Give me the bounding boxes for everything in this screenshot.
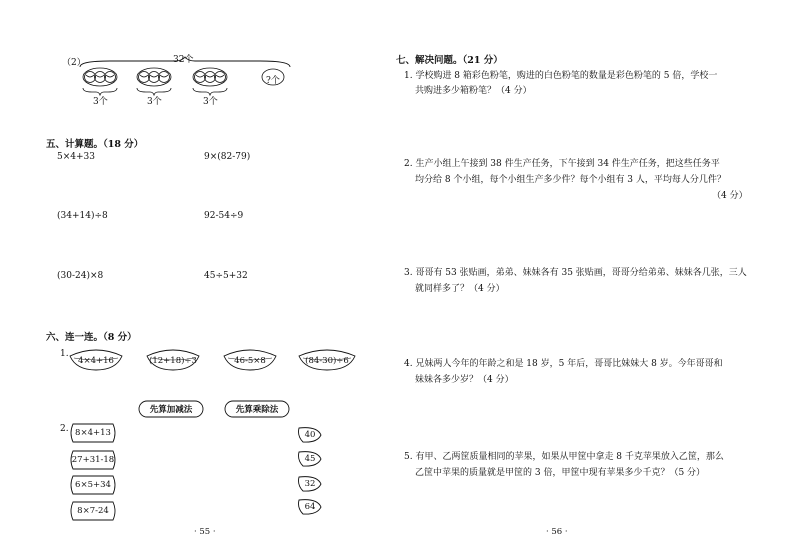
q2-result-2-text: 45 [304,454,316,464]
section7-title: 七、解决问题。（21 分） [396,55,503,66]
q2-result-4[interactable] [297,498,323,516]
group-label-3: 3个 [203,97,218,107]
q2-expr-1-text: 8×4+13 [75,428,111,438]
q2-expr-4-text: 8×7-24 [77,506,109,516]
q2-result-1-text: 40 [304,430,316,440]
leaf-expr-2[interactable] [145,348,201,372]
problem2-line1: 2. 生产小组上午接到 38 件生产任务，下午接到 34 件生产任务，把这些任务平 [404,159,720,169]
section6-title: 六、连一连。（8 分） [46,332,137,343]
page-number-right: · 56 · [546,527,568,537]
rule-add-sub-text: 先算加减法 [149,405,193,415]
problem1-line2: 共购进多少箱粉笔？（4 分） [415,86,532,96]
leaf-expr-1-text: 4×4+16 [78,356,114,366]
problem4-line1: 4. 兄妹两人今年的年龄之和是 18 岁，5 年后，哥哥比妹妹大 8 岁。今年哥哥和 [404,359,723,369]
problem5-line1: 5. 有甲、乙两筐质量相同的苹果，如果从甲筐中拿走 8 千克苹果放入乙筐，那么 [404,452,724,462]
problem1-line1: 1. 学校购进 8 箱彩色粉笔，购进的白色粉笔的数量是彩色粉笔的 5 倍，学校一 [404,71,718,81]
q2-expr-3[interactable] [68,475,118,495]
group-label-2: 3个 [147,97,162,107]
leaf-expr-4[interactable] [297,348,357,372]
problem3-line1: 3. 哥哥有 53 张贴画，弟弟、妹妹各有 35 张贴画，哥哥分给弟弟、妹妹各几张，三人 [404,268,747,278]
part2-label: （2） [62,58,86,68]
calc-item-1: 5×4+33 [57,152,95,162]
calc-item-5: (30-24)×8 [57,271,104,281]
leaf-expr-3-text: 46-5×8 [234,356,266,366]
q1-label: 1. [60,349,69,359]
problem5-line2: 乙筐中苹果的质量就是甲筐的 3 倍，甲筐中现有苹果多少千克？（5 分） [415,468,706,478]
total-label: 32个 [173,55,194,65]
q2-expr-2-text: 27+31-18 [71,455,115,465]
calc-item-4: 92-54÷9 [204,211,244,221]
q2-expr-3-text: 6×5+34 [75,480,111,490]
q2-result-3-text: 32 [304,479,316,489]
q2-expr-4[interactable] [68,501,118,521]
rule-add-sub-box[interactable] [138,400,204,418]
problem3-line2: 就同样多了？（4 分） [415,284,505,294]
problem2-score: （4 分） [712,191,748,201]
rule-mul-div-box[interactable] [224,400,290,418]
q2-result-3[interactable] [297,475,323,493]
section5-title: 五、计算题。（18 分） [46,139,144,150]
page-number-left: · 55 · [194,527,216,537]
q2-expr-2[interactable] [68,450,118,470]
leaf-expr-1[interactable] [68,348,124,372]
group-label-1: 3个 [93,97,108,107]
q2-result-1[interactable] [297,426,323,444]
calc-item-6: 45÷5+32 [204,271,248,281]
leaf-expr-4-text: (84-30)÷6 [305,356,349,366]
calc-item-2: 9×(82-79) [204,152,251,162]
q2-result-2[interactable] [297,450,323,468]
problem4-line2: 妹妹各多少岁？（4 分） [415,375,514,385]
q2-result-4-text: 64 [304,502,316,512]
rule-mul-div-text: 先算乘除法 [235,405,279,415]
q2-label: 2. [60,424,69,434]
leaf-expr-3[interactable] [222,348,278,372]
problem2-line2: 均分给 8 个小组，每个小组生产多少件？每个小组有 3 人，平均每人分几件？ [415,175,726,185]
unknown-label: ?个 [266,76,280,86]
calc-item-3: (34+14)÷8 [57,211,108,221]
leaf-expr-2-text: (12+18)÷3 [149,356,197,366]
q2-expr-1[interactable] [68,423,118,443]
